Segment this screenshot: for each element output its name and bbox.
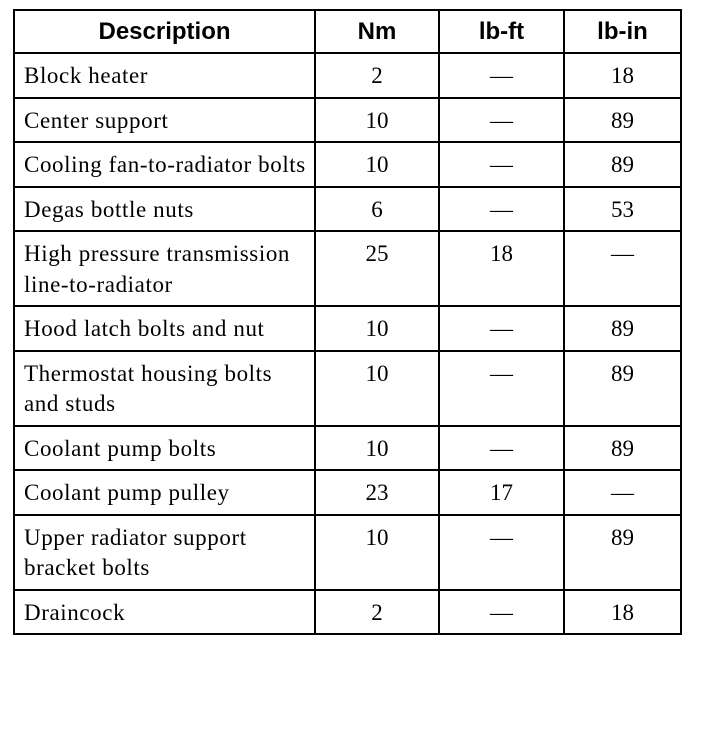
cell-lb-ft: — — [439, 142, 564, 187]
cell-lb-in: 18 — [564, 590, 681, 635]
cell-nm: 6 — [315, 187, 439, 232]
cell-nm: 10 — [315, 306, 439, 351]
cell-description: Coolant pump pulley — [14, 470, 315, 515]
cell-lb-in: 89 — [564, 98, 681, 143]
header-lb-ft: lb-ft — [439, 10, 564, 53]
cell-nm: 2 — [315, 53, 439, 98]
header-lb-in: lb-in — [564, 10, 681, 53]
cell-lb-ft: 18 — [439, 231, 564, 306]
cell-nm: 2 — [315, 590, 439, 635]
cell-nm: 10 — [315, 351, 439, 426]
cell-description: Upper radiator support bracket bolts — [14, 515, 315, 590]
cell-lb-ft: — — [439, 187, 564, 232]
table-row — [14, 142, 681, 187]
cell-lb-in: — — [564, 231, 681, 306]
cell-description: Center support — [14, 98, 315, 143]
cell-nm: 10 — [315, 142, 439, 187]
cell-description: Cooling fan-to-radiator bolts — [14, 142, 315, 187]
cell-lb-ft: — — [439, 53, 564, 98]
cell-nm: 23 — [315, 470, 439, 515]
cell-lb-in: 89 — [564, 426, 681, 471]
cell-description: High pressure transmission line-to-radiator — [14, 231, 315, 306]
cell-lb-ft: — — [439, 98, 564, 143]
cell-description: Coolant pump bolts — [14, 426, 315, 471]
cell-lb-in: 53 — [564, 187, 681, 232]
cell-description: Hood latch bolts and nut — [14, 306, 315, 351]
table-row — [14, 470, 681, 515]
table-row — [14, 306, 681, 351]
table-row — [14, 426, 681, 471]
table-row — [14, 98, 681, 143]
cell-nm: 10 — [315, 426, 439, 471]
cell-lb-in: 18 — [564, 53, 681, 98]
cell-lb-ft: — — [439, 426, 564, 471]
cell-lb-ft: — — [439, 306, 564, 351]
table-header-row — [14, 10, 681, 53]
cell-nm: 25 — [315, 231, 439, 306]
cell-lb-in: 89 — [564, 306, 681, 351]
cell-lb-ft: — — [439, 351, 564, 426]
cell-lb-in: 89 — [564, 142, 681, 187]
cell-lb-ft: 17 — [439, 470, 564, 515]
table-row — [14, 231, 681, 306]
header-description: Description — [14, 10, 315, 53]
cell-description: Degas bottle nuts — [14, 187, 315, 232]
table-row — [14, 187, 681, 232]
cell-nm: 10 — [315, 515, 439, 590]
table-row — [14, 515, 681, 590]
header-nm: Nm — [315, 10, 439, 53]
cell-lb-in: — — [564, 470, 681, 515]
cell-description: Block heater — [14, 53, 315, 98]
cell-nm: 10 — [315, 98, 439, 143]
cell-lb-in: 89 — [564, 515, 681, 590]
torque-spec-table — [13, 9, 682, 635]
cell-lb-ft: — — [439, 515, 564, 590]
cell-description: Draincock — [14, 590, 315, 635]
table-row — [14, 53, 681, 98]
cell-lb-ft: — — [439, 590, 564, 635]
cell-description: Thermostat housing bolts and studs — [14, 351, 315, 426]
table-row — [14, 590, 681, 635]
cell-lb-in: 89 — [564, 351, 681, 426]
table-row — [14, 351, 681, 426]
